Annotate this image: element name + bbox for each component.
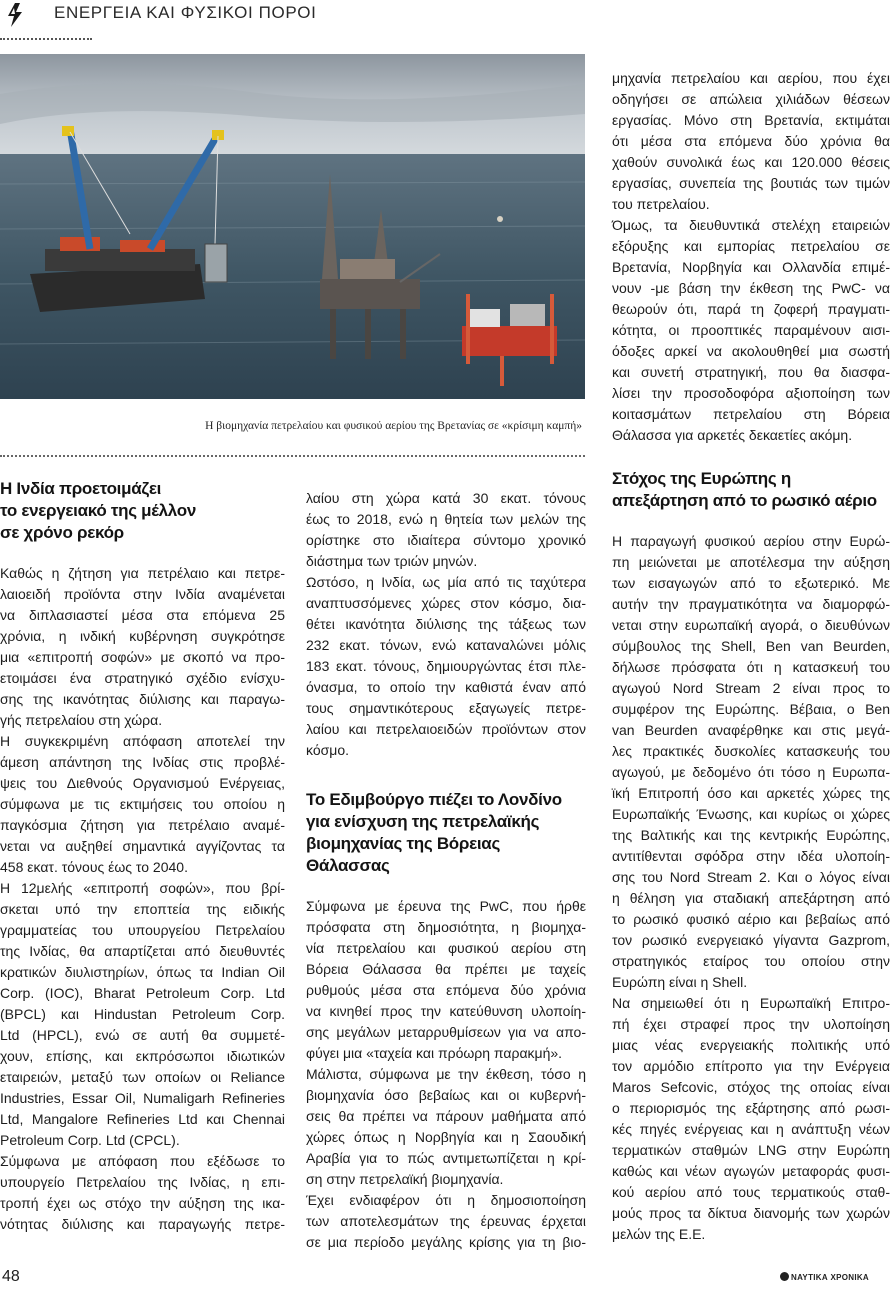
body-line: Μάλιστα, σύμφωνα με την έκθεση, τόσο η xyxy=(306,1066,586,1082)
body-line: Βρετανία, Νορβηγία και Ολλανδία επιμέ- xyxy=(612,259,890,275)
body-line: Industries, Essar Oil, Numaligarh Refineries xyxy=(0,1090,285,1106)
body-line: μηχανία πετρελαίου και αερίου, που έχει xyxy=(612,70,890,86)
body-line: αντιτίθενται σφόδρα στην ιδέα υλοποίη- xyxy=(612,848,890,864)
body-line: κές πηγές ενέργειας και η ανάπτυξη νέων xyxy=(612,1121,890,1137)
body-line: ψεις του Διεθνούς Οργανισμού Ενέργειας, xyxy=(0,775,285,791)
article1-body xyxy=(0,563,285,1235)
article2-title-line: Το Εδιμβούργο πιέζει το Λονδίνο xyxy=(306,790,562,809)
body-line: χώρες όπως η Νορβηγία και η Σαουδική xyxy=(306,1129,586,1145)
body-line: αναπτυσσόμενες χώρες στον κόσμο, δια- xyxy=(306,595,586,611)
body-line: Maros Sefcovic, στόχος της οποίας είναι xyxy=(612,1079,890,1095)
body-line: να κινηθεί προς την κατεύθυνση υλοποίη- xyxy=(306,1003,586,1019)
body-line: κοιτασμάτων πετρελαίου στη Βόρεια xyxy=(612,406,890,422)
body-line: Η παραγωγή φυσικού αερίου στην Ευρώ- xyxy=(612,533,890,549)
body-line: δήλωσε πρόσφατα ότι η κατασκευή του xyxy=(612,659,890,675)
body-line: Ωστόσο, η Ινδία, ως μία από τις ταχύτερα xyxy=(306,574,586,590)
body-line: Να σημειωθεί ότι η Ευρωπαϊκή Επιτρο- xyxy=(612,995,890,1011)
article3-title-line: Στόχος της Ευρώπης η xyxy=(612,469,791,488)
article1-title-line: το ενεργειακό της μέλλον xyxy=(0,501,196,520)
body-line: πη μειώνεται με αποτέλεσμα την αύξηση xyxy=(612,554,890,570)
body-line: Ltd (HPCL), ενώ σε αυτή θα συμμετέ- xyxy=(0,1027,285,1043)
body-line: πή έχει στραφεί προς την υλοποίηση xyxy=(612,1016,890,1032)
article1-body-continued xyxy=(306,488,586,761)
body-line: μελών της Ε.Ε. xyxy=(612,1226,706,1242)
body-line: σκεται υπό την εποπτεία της ειδικής xyxy=(0,901,285,917)
body-line: η θέληση για σταδιακή απεξάρτηση από xyxy=(612,890,890,906)
body-line: τερματικών σταθμών LNG στην Ευρώπη xyxy=(612,1142,890,1158)
body-line: εργασίας, συνεπεία της βουτιάς των τιμών xyxy=(612,175,890,191)
body-line: άμεση απάντηση της Ινδίας στις προβλέ- xyxy=(0,754,285,770)
body-line: 232 εκατ. τόνων, ενώ καταναλώνει μόλις xyxy=(306,637,586,653)
body-line: καθώς και νέων αγωγών μεταφοράς φυσι- xyxy=(612,1163,890,1179)
body-line: σύμβουλος της Shell, Ben van Beurden, xyxy=(612,638,890,654)
body-line: παγκόσμια ζήτηση για πετρέλαιο αναμέ- xyxy=(0,817,285,833)
body-line: λαιοειδή προϊόντα στην Ινδία αναμένεται xyxy=(0,586,285,602)
body-line: γής πετρελαίου στη χώρα. xyxy=(0,712,163,728)
section-title: ΕΝΕΡΓΕΙΑ ΚΑΙ ΦΥΣΙΚΟΙ ΠΟΡΟΙ xyxy=(54,3,317,22)
body-line: Petroleum Corp. Ltd (CPCL). xyxy=(0,1132,180,1148)
body-line: νία πετρελαίου και φυσικού αερίου στη xyxy=(306,940,586,956)
article2-title-line: για ενίσχυση της πετρελαϊκής xyxy=(306,812,540,831)
body-line: Σύμφωνα με έρευνα της PwC, που ήρθε xyxy=(306,898,586,914)
body-line: Ευρώπη είναι η Shell. xyxy=(612,974,748,990)
body-line: νότητας διύλισης και παραγωγής πετρε- xyxy=(0,1216,285,1232)
header-divider xyxy=(0,38,92,40)
body-line: Όμως, τα διευθυντικά στελέχη εταιρειών xyxy=(612,217,890,233)
body-line: εταιρειών, μεταξύ των οποίων οι Reliance xyxy=(0,1069,285,1085)
body-line: σης μεγάλων μεταρρυθμίσεων για να απο- xyxy=(306,1024,586,1040)
body-line: Corp. (IOC), Bharat Petroleum Corp. Ltd xyxy=(0,985,285,1001)
body-line: van Beurden αναφέρθηκε και στις μεγά- xyxy=(612,722,890,738)
body-line: ρυθμούς μέσα στα επόμενα δύο χρόνια xyxy=(306,982,586,998)
article1-title-line: Η Ινδία προετοιμάζει xyxy=(0,479,162,498)
brand-logo-icon xyxy=(780,1272,789,1281)
article2-title xyxy=(306,789,586,877)
body-line: Η συγκεκριμένη απόφαση αποτελεί την xyxy=(0,733,285,749)
body-line: μια «επιτροπή σοφών» με σκοπό να προ- xyxy=(0,649,285,665)
body-line: 183 εκατ. τόνους, δημιουργώντας έτσι πλε- xyxy=(306,658,586,674)
body-line: Καθώς η ζήτηση για πετρέλαιο και πετρε- xyxy=(0,565,285,581)
body-line: όδοξες αρκεί να ακολουθηθεί μια σωστή xyxy=(612,343,890,359)
body-line: ϊκή Επιτροπή όσο και αρκετές χώρες της xyxy=(612,785,890,801)
body-line: οδηγήσει σε απώλεια χιλιάδων θέσεων xyxy=(612,91,890,107)
body-line: θέτει ικανότητα διύλισης της τάξεως των xyxy=(306,616,586,632)
photo-divider xyxy=(0,455,585,457)
body-line: νουν -με βάση την έκθεση της PwC- να xyxy=(612,280,890,296)
body-line: (BPCL) και Hindustan Petroleum Corp. xyxy=(0,1006,285,1022)
body-line: του πετρελαίου. xyxy=(612,196,710,212)
body-line: αγωγού Nord Stream 2 είναι προς το xyxy=(612,680,890,696)
body-line: χουν, επίσης, και εκπρόσωποι ιδιωτικών xyxy=(0,1048,285,1064)
body-line: Ltd, Mangalore Refineries Ltd και Chennai xyxy=(0,1111,285,1127)
body-line: ετοιμάσει ένα στρατηγικό σχέδιο ενίσχυ- xyxy=(0,670,285,686)
article3-title xyxy=(612,468,890,512)
body-line: βιομηχανία όσο βεβαίως και οι κυβερνή- xyxy=(306,1087,586,1103)
body-line: Η 12μελής «επιτροπή σοφών», που βρί- xyxy=(0,880,285,896)
body-line: εργασίας. Μόνο στη Βρετανία, εκτιμάται xyxy=(612,112,890,128)
body-line: κόσμο. xyxy=(306,742,349,758)
body-line: κού αερίου από τους τερματικούς σταθ- xyxy=(612,1184,890,1200)
body-line: ότι μέσα στα επόμενα δύο χρόνια θα xyxy=(612,133,890,149)
body-line: διάστημα των τριών μηνών. xyxy=(306,553,478,569)
body-line: ορίστηκε στο ιδιαίτερα σύντομο χρονικό xyxy=(306,532,586,548)
body-line: σε μια περίοδο μεγάλης κρίσης για τη βιο- xyxy=(306,1234,586,1250)
body-line: εξόρυξης και εμπορίας πετρελαίου σε xyxy=(612,238,890,254)
body-line: σης της ικανότητας διύλισης και παραγω- xyxy=(0,691,285,707)
body-line: έως το 2018, ενώ η θητεία των μελών της xyxy=(306,511,586,527)
article3-title-line: απεξάρτηση από το ρωσικό αέριο xyxy=(612,491,877,510)
body-line: τους σημαντικότερους εξαγωγείς πετρε- xyxy=(306,700,586,716)
body-line: μούς προς τα δίκτυα διανομής των χωρών xyxy=(612,1205,890,1221)
photo-caption: Η βιομηχανία πετρελαίου και φυσικού αερίου της Βρετανίας σε «κρίσιμη καμπή» xyxy=(205,420,582,432)
body-line: αγωγού, με δεδομένο ότι τόσο η Ευρωπα- xyxy=(612,764,890,780)
body-line: τροπή έχει ως στόχο την αύξηση της ικα- xyxy=(0,1195,285,1211)
body-line: υπουργείο Πετρελαίου της Ινδίας, η επι- xyxy=(0,1174,285,1190)
body-line: λίσει την προσοδοφόρα αξιοποίηση των xyxy=(612,385,890,401)
body-line: Βόρεια Θάλασσα θα πρέπει με ταχείς xyxy=(306,961,586,977)
body-line: κότητα, οι προοπτικές παραμένουν αισι- xyxy=(612,322,890,338)
body-line: λαίου στη χώρα κατά 30 εκατ. τόνους xyxy=(306,490,586,506)
body-line: μιας νέας ενεργειακής πολιτικής υπό xyxy=(612,1037,890,1053)
body-line: συμφέρον της Ευρώπης. Βέβαια, ο Ben xyxy=(612,701,890,717)
body-line: νεται στην ευρωπαϊκή αγορά, ο διευθύνων xyxy=(612,617,890,633)
body-line: να διπλασιαστεί μέσα στα επόμενα 25 xyxy=(0,607,285,623)
body-line: αυτήν την πραγματικότητα να διαμορφώ- xyxy=(612,596,890,612)
lightning-bolt-icon xyxy=(2,2,28,28)
body-line: της Βαλτικής και της κεντρικής Ευρώπης, xyxy=(612,827,890,843)
body-line: γραμματείας του υπουργείου Πετρελαίου xyxy=(0,922,285,938)
article3-body xyxy=(612,531,890,1245)
body-line: όνασμα, το οποίο την καθιστά έναν από xyxy=(306,679,586,695)
body-line: θεωρούν ότι, παρά τη ζοφερή πραγματι- xyxy=(612,301,890,317)
body-line: το ρωσικό φυσικό αέριο και βεβαίως από xyxy=(612,911,890,927)
column-3 xyxy=(612,68,890,1245)
offshore-platform-photo xyxy=(0,54,585,399)
body-line: τον αρμόδιο επίτροπο για την Ενέργεια xyxy=(612,1058,890,1074)
body-line: πρόσφατα στη δημοσιότητα, η βιομηχα- xyxy=(306,919,586,935)
body-line: και συνετή στρατηγική, που θα διασφα- xyxy=(612,364,890,380)
body-line: Θάλασσα για αρκετές δεκαετίες ακόμη. xyxy=(612,427,853,443)
article1-title-line: σε χρόνο ρεκόρ xyxy=(0,523,124,542)
body-line: Σύμφωνα με απόφαση που εξέδωσε το xyxy=(0,1153,285,1169)
body-line: 458 εκατ. τόνους έως το 2040. xyxy=(0,859,188,875)
article2-title-line: Θάλασσας xyxy=(306,856,390,875)
body-line: λες πρακτικές δυσκολίες κατασκευής του xyxy=(612,743,890,759)
body-line: χαθούν συνολικά έως και 120.000 θέσεις xyxy=(612,154,890,170)
body-line: Έχει ενδιαφέρον ότι η δημοσιοποίηση xyxy=(306,1192,586,1208)
column-2 xyxy=(306,488,586,1253)
body-line: φύγει μια «ταχεία και πρόωρη παρακμή». xyxy=(306,1045,563,1061)
body-line: Αραβία για το πώς αντιμετωπίζεται η κρί- xyxy=(306,1150,586,1166)
body-line: ο περιορισμός της εξάρτησης από ρωσι- xyxy=(612,1100,890,1116)
body-line: σεις θα πρέπει να πάρουν μαθήματα από xyxy=(306,1108,586,1124)
body-line: σύμφωνα με τις εκτιμήσεις του οποίου η xyxy=(0,796,285,812)
brand-name: ΝΑΥΤΙΚΑ ΧΡΟΝΙΚΑ xyxy=(791,1273,869,1282)
body-line: λαίου και πετρελαιοειδών προϊόντων στον xyxy=(306,721,586,737)
page-number: 48 xyxy=(2,1268,20,1285)
body-line: ση στην πετρελαϊκή βιομηχανία. xyxy=(306,1171,504,1187)
article2-title-line: βιομηχανίας της Βόρειας xyxy=(306,834,500,853)
body-line: σης του Nord Stream 2. Και ο λόγος είναι xyxy=(612,869,890,885)
article2-body xyxy=(306,896,586,1253)
body-line: Ευρωπαϊκής Ένωσης, και κυρίως οι χώρες xyxy=(612,806,890,822)
body-line: χρόνια, η ινδική κυβέρνηση συγκρότησε xyxy=(0,628,285,644)
body-line: της Ινδίας, θα απαρτίζεται από διευθυντές xyxy=(0,943,285,959)
body-line: νεται να αυξηθεί σημαντικά αγγίζοντας τα xyxy=(0,838,285,854)
publication-brand xyxy=(780,1272,869,1282)
body-line: τον ρωσικό ενεργειακό γίγαντα Gazprom, xyxy=(612,932,890,948)
body-line: κρατικών διυλιστηρίων, όπως τα Indian Oil xyxy=(0,964,285,980)
article2-body-continued xyxy=(612,68,890,446)
article1-title xyxy=(0,478,285,544)
column-1 xyxy=(0,478,285,1235)
body-line: στρατηγικός εταίρος του οποίου στην xyxy=(612,953,890,969)
body-line: των αποτελεσμάτων της έρευνας έρχεται xyxy=(306,1213,586,1229)
body-line: των εισαγωγών από το εξωτερικό. Με xyxy=(612,575,890,591)
